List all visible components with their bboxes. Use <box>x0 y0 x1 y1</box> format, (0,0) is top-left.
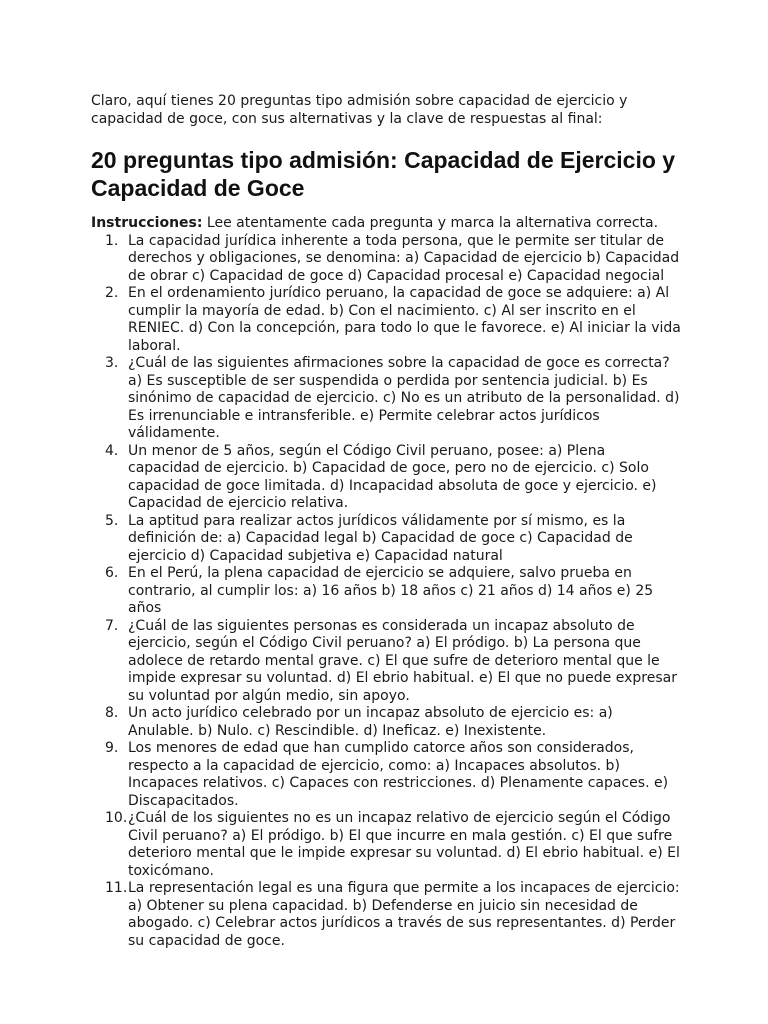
question-number: 11. <box>105 880 128 896</box>
intro-paragraph: Claro, aquí tienes 20 preguntas tipo admisión sobre capacidad de ejercicio y capacidad de goce, con sus alternativas y la clave de respuestas al final: <box>91 93 628 127</box>
question-text: ¿Cuál de las siguientes afirmaciones sobre la capacidad de goce es correcta? a) Es susceptible de ser suspendida o perdida por sentencia judicial. b) Es sinónimo de capacidad de ejercicio. c) No es un atributo de la personalidad. d) Es irrenunciable e intransferible. e) Permite celebrar actos jurídicos válidamente. <box>128 355 680 441</box>
document-page <box>91 93 681 950</box>
question-text: La representación legal es una figura que permite a los incapaces de ejercicio: a) Obtener su plena capacidad. b) Defenderse en juicio sin necesidad de abogado. c) Celebrar actos jurídicos a través de sus representantes. d) Perder su capacidad de goce. <box>128 880 680 949</box>
question-item <box>91 285 681 355</box>
instructions-label: Instrucciones: <box>91 215 203 231</box>
question-item <box>91 880 681 950</box>
instructions-text: Lee atentamente cada pregunta y marca la alternativa correcta. <box>202 215 659 231</box>
question-item <box>91 443 681 513</box>
question-number: 9. <box>105 740 119 756</box>
question-text: La capacidad jurídica inherente a toda persona, que le permite ser titular de derechos y obligaciones, se denomina: a) Capacidad de ejercicio b) Capacidad de obrar c) Capacidad de goce d) Capacidad procesal e) Capacidad negocial <box>128 232 680 284</box>
question-item <box>91 618 681 706</box>
question-item <box>91 705 681 740</box>
question-text: ¿Cuál de las siguientes personas es considerada un incapaz absoluto de ejercicio, según el Código Civil peruano? a) El pródigo. b) La persona que adolece de retardo mental grave. c) El que sufre de deterioro mental que le impide expresar su voluntad. d) El ebrio habitual. e) El que no puede expresar su voluntad por algún medio, sin apoyo. <box>128 617 677 704</box>
question-item <box>91 233 681 286</box>
question-number: 6. <box>105 565 119 581</box>
instructions-paragraph <box>91 215 681 233</box>
question-text: ¿Cuál de los siguientes no es un incapaz relativo de ejercicio según el Código Civil peruano? a) El pródigo. b) El que incurre en mala gestión. c) El que sufre deterioro mental que le impide expresar su voluntad. d) El ebrio habitual. e) El toxicómano. <box>128 810 680 879</box>
question-text: En el ordenamiento jurídico peruano, la capacidad de goce se adquiere: a) Al cumplir la mayoría de edad. b) Con el nacimiento. c) Al ser inscrito en el RENIEC. d) Con la concepción, para todo lo que le favorece. e) Al iniciar la vida laboral. <box>128 285 681 354</box>
question-number: 1. <box>105 232 119 249</box>
question-text: Un acto jurídico celebrado por un incapaz absoluto de ejercicio es: a) Anulable. b) Nulo. c) Rescindible. d) Ineficaz. e) Inexistente. <box>128 705 613 739</box>
question-item <box>91 513 681 566</box>
question-number: 2. <box>105 285 119 301</box>
question-item <box>91 810 681 880</box>
question-number: 10. <box>105 810 128 826</box>
question-item <box>91 565 681 618</box>
question-item <box>91 355 681 443</box>
question-number: 3. <box>105 355 119 371</box>
question-number: 4. <box>105 442 119 459</box>
questions-list <box>91 233 681 951</box>
question-text: En el Perú, la plena capacidad de ejercicio se adquiere, salvo prueba en contrario, al cumplir los: a) 16 años b) 18 años c) 21 años d) 14 años e) 25 años <box>128 565 654 616</box>
question-number: 7. <box>105 617 119 634</box>
document-title: 20 preguntas tipo admisión: Capacidad de Ejercicio y Capacidad de Goce <box>91 147 676 201</box>
question-text: La aptitud para realizar actos jurídicos válidamente por sí mismo, es la definición de: a) Capacidad legal b) Capacidad de goce c) Capacidad de ejercicio d) Capacidad subjetiva e) Capacidad natural <box>128 512 633 564</box>
question-number: 5. <box>105 512 119 529</box>
question-number: 8. <box>105 705 119 721</box>
question-text: Un menor de 5 años, según el Código Civil peruano, posee: a) Plena capacidad de ejercicio. b) Capacidad de goce, pero no de ejercicio. c) Solo capacidad de goce limitada. d) Incapacidad absoluta de goce y ejercicio. e) Capacidad de ejercicio relativa. <box>128 442 657 511</box>
question-text: Los menores de edad que han cumplido catorce años son considerados, respecto a la capacidad de ejercicio, como: a) Incapaces absolutos. b) Incapaces relativos. c) Capaces con restricciones. d) Plenamente capaces. e) Discapacitados. <box>128 740 669 809</box>
question-item <box>91 740 681 810</box>
